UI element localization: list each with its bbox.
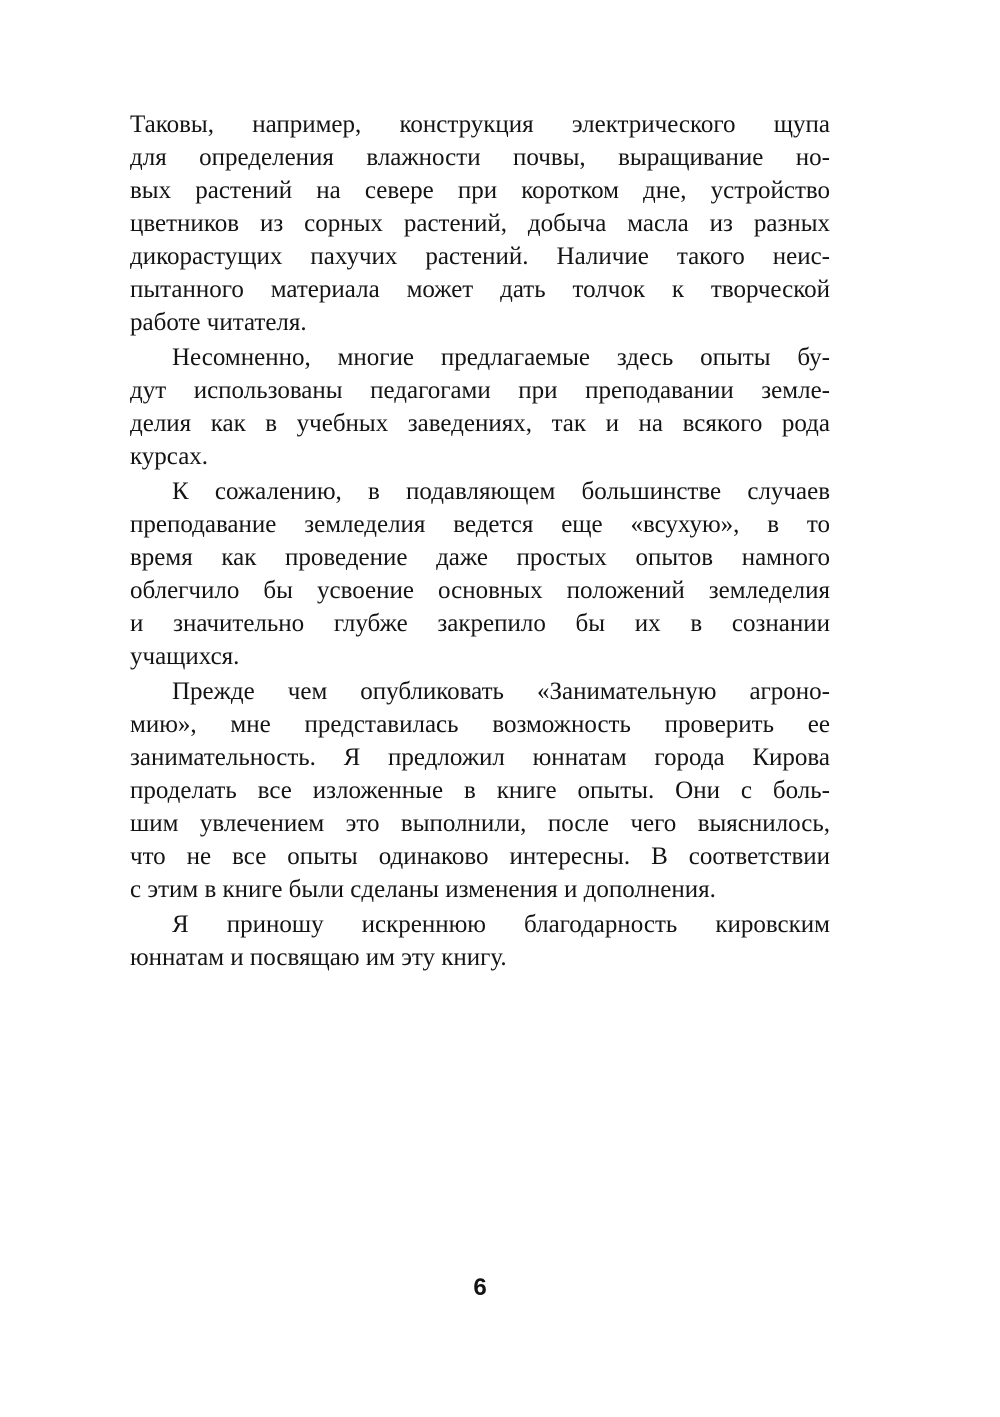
paragraph-2	[130, 341, 830, 473]
page-number: 6	[473, 1274, 487, 1301]
body-text	[130, 108, 830, 974]
text-line: время как проведение даже простых опытов намного	[130, 544, 830, 571]
text-line: пытанного материала может дать толчок к творческой	[130, 276, 830, 303]
text-line: преподавание земледелия ведется еще «всухую», в то	[130, 511, 830, 538]
text-line: работе читателя.	[130, 309, 307, 336]
text-line: шим увлечением это выполнили, после чего выяснилось,	[130, 810, 830, 837]
text-line: Я приношу искреннюю благодарность кировским	[172, 911, 830, 938]
paragraph-4	[130, 675, 830, 906]
text-line: облегчило бы усвоение основных положений земледелия	[130, 577, 830, 604]
paragraph-5	[130, 908, 830, 974]
text-line: дикорастущих пахучих растений. Наличие такого неис-	[130, 243, 830, 270]
text-line: Таковы, например, конструкция электрического щупа	[130, 111, 830, 138]
text-line: мию», мне представилась возможность проверить ее	[130, 711, 830, 738]
text-line: и значительно глубже закрепило бы их в сознании	[130, 610, 830, 637]
text-line: юннатам и посвящаю им эту книгу.	[130, 944, 507, 971]
text-line: что не все опыты одинаково интересны. В соответствии	[130, 843, 830, 870]
text-line: Несомненно, многие предлагаемые здесь опыты бу-	[172, 344, 830, 371]
paragraph-3	[130, 475, 830, 673]
text-line: вых растений на севере при коротком дне, устройство	[130, 177, 830, 204]
text-line: К сожалению, в подавляющем большинстве случаев	[172, 478, 830, 505]
text-line: для определения влажности почвы, выращивание но-	[130, 144, 830, 171]
text-line: дут использованы педагогами при преподавании земле-	[130, 377, 830, 404]
text-line: курсах.	[130, 443, 209, 470]
text-line: цветников из сорных растений, добыча масла из разных	[130, 210, 830, 237]
text-line: Прежде чем опубликовать «Занимательную агроно-	[172, 678, 830, 705]
text-line: делия как в учебных заведениях, так и на всякого рода	[130, 410, 830, 437]
text-line: с этим в книге были сделаны изменения и дополнения.	[130, 876, 716, 903]
text-line: проделать все изложенные в книге опыты. Они с боль-	[130, 777, 830, 804]
paragraph-1	[130, 108, 830, 339]
text-line: учащихся.	[130, 643, 240, 670]
text-line: занимательность. Я предложил юннатам города Кирова	[130, 744, 830, 771]
